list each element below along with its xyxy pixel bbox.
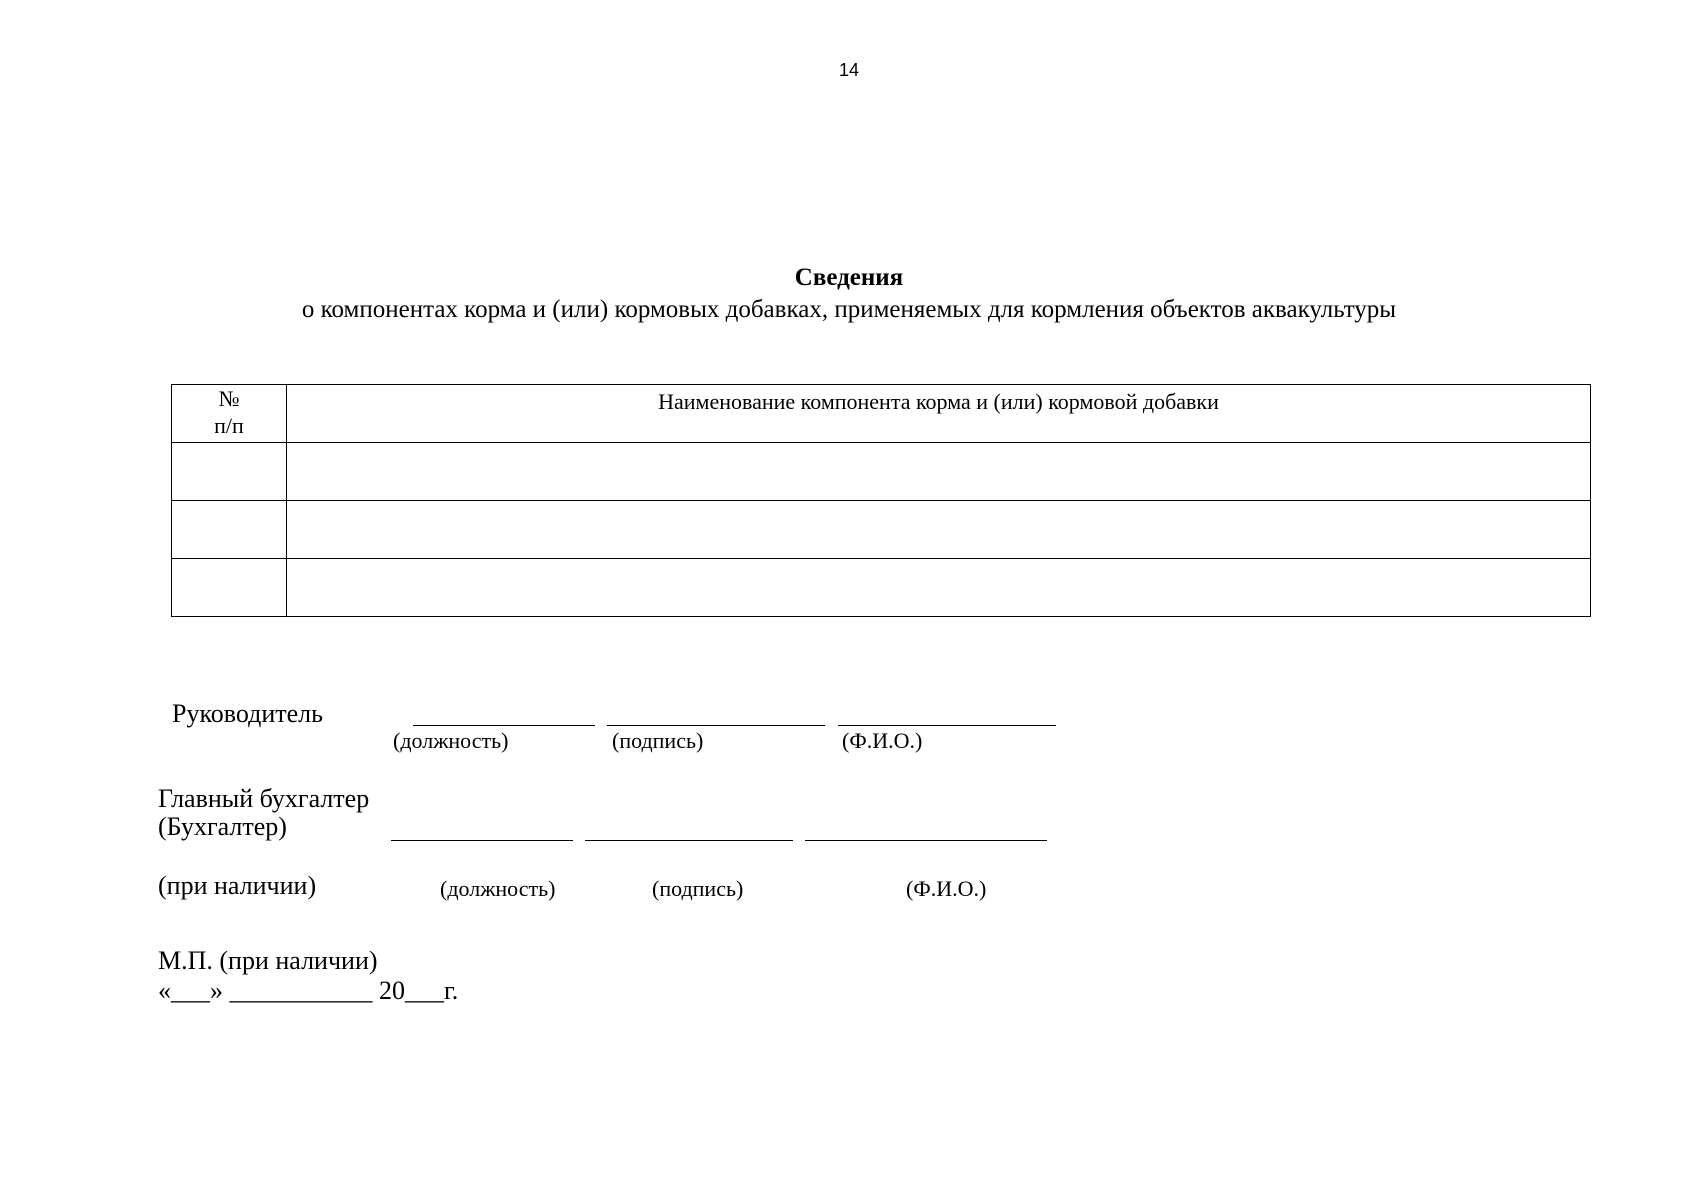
head-position-caption: (должность)	[393, 728, 509, 753]
document-subtitle: о компонентах корма и (или) кормовых добавках, применяемых для кормления объектов аквакультуры	[301, 296, 1397, 323]
page-number: 14	[838, 60, 860, 80]
table-cell-name[interactable]	[287, 501, 1591, 559]
accountant-signature-line[interactable]	[585, 840, 793, 841]
date-line[interactable]: «___» ___________ 20___г.	[158, 976, 459, 1005]
head-position-line[interactable]	[413, 725, 595, 726]
column-header-number-line2: п/п	[214, 413, 244, 438]
column-header-name: Наименование компонента корма и (или) кормовой добавки	[287, 385, 1591, 443]
document-title: Сведения	[794, 264, 904, 291]
table-cell-number[interactable]	[172, 559, 287, 617]
stamp-label: М.П. (при наличии)	[158, 946, 378, 975]
components-table	[171, 384, 1591, 617]
table-cell-name[interactable]	[287, 559, 1591, 617]
accountant-name-caption: (Ф.И.О.)	[906, 876, 987, 901]
head-label: Руководитель	[172, 699, 323, 728]
head-signature-caption: (подпись)	[612, 728, 704, 753]
accountant-signature-caption: (подпись)	[652, 876, 744, 901]
accountant-label-line3: (при наличии)	[158, 871, 317, 900]
accountant-position-caption: (должность)	[440, 876, 556, 901]
head-name-caption: (Ф.И.О.)	[842, 728, 923, 753]
table-row	[172, 559, 1591, 617]
column-header-number	[172, 385, 287, 443]
table-header-row	[172, 385, 1591, 443]
accountant-label-line2: (Бухгалтер)	[158, 812, 287, 841]
accountant-position-line[interactable]	[391, 840, 573, 841]
table-row	[172, 443, 1591, 501]
head-name-line[interactable]	[838, 725, 1056, 726]
table-cell-number[interactable]	[172, 443, 287, 501]
table-row	[172, 501, 1591, 559]
table-cell-number[interactable]	[172, 501, 287, 559]
head-signature-line[interactable]	[607, 725, 825, 726]
accountant-label-line1: Главный бухгалтер	[158, 784, 370, 813]
table-cell-name[interactable]	[287, 443, 1591, 501]
column-header-number-line1: №	[218, 386, 240, 411]
accountant-name-line[interactable]	[805, 840, 1047, 841]
